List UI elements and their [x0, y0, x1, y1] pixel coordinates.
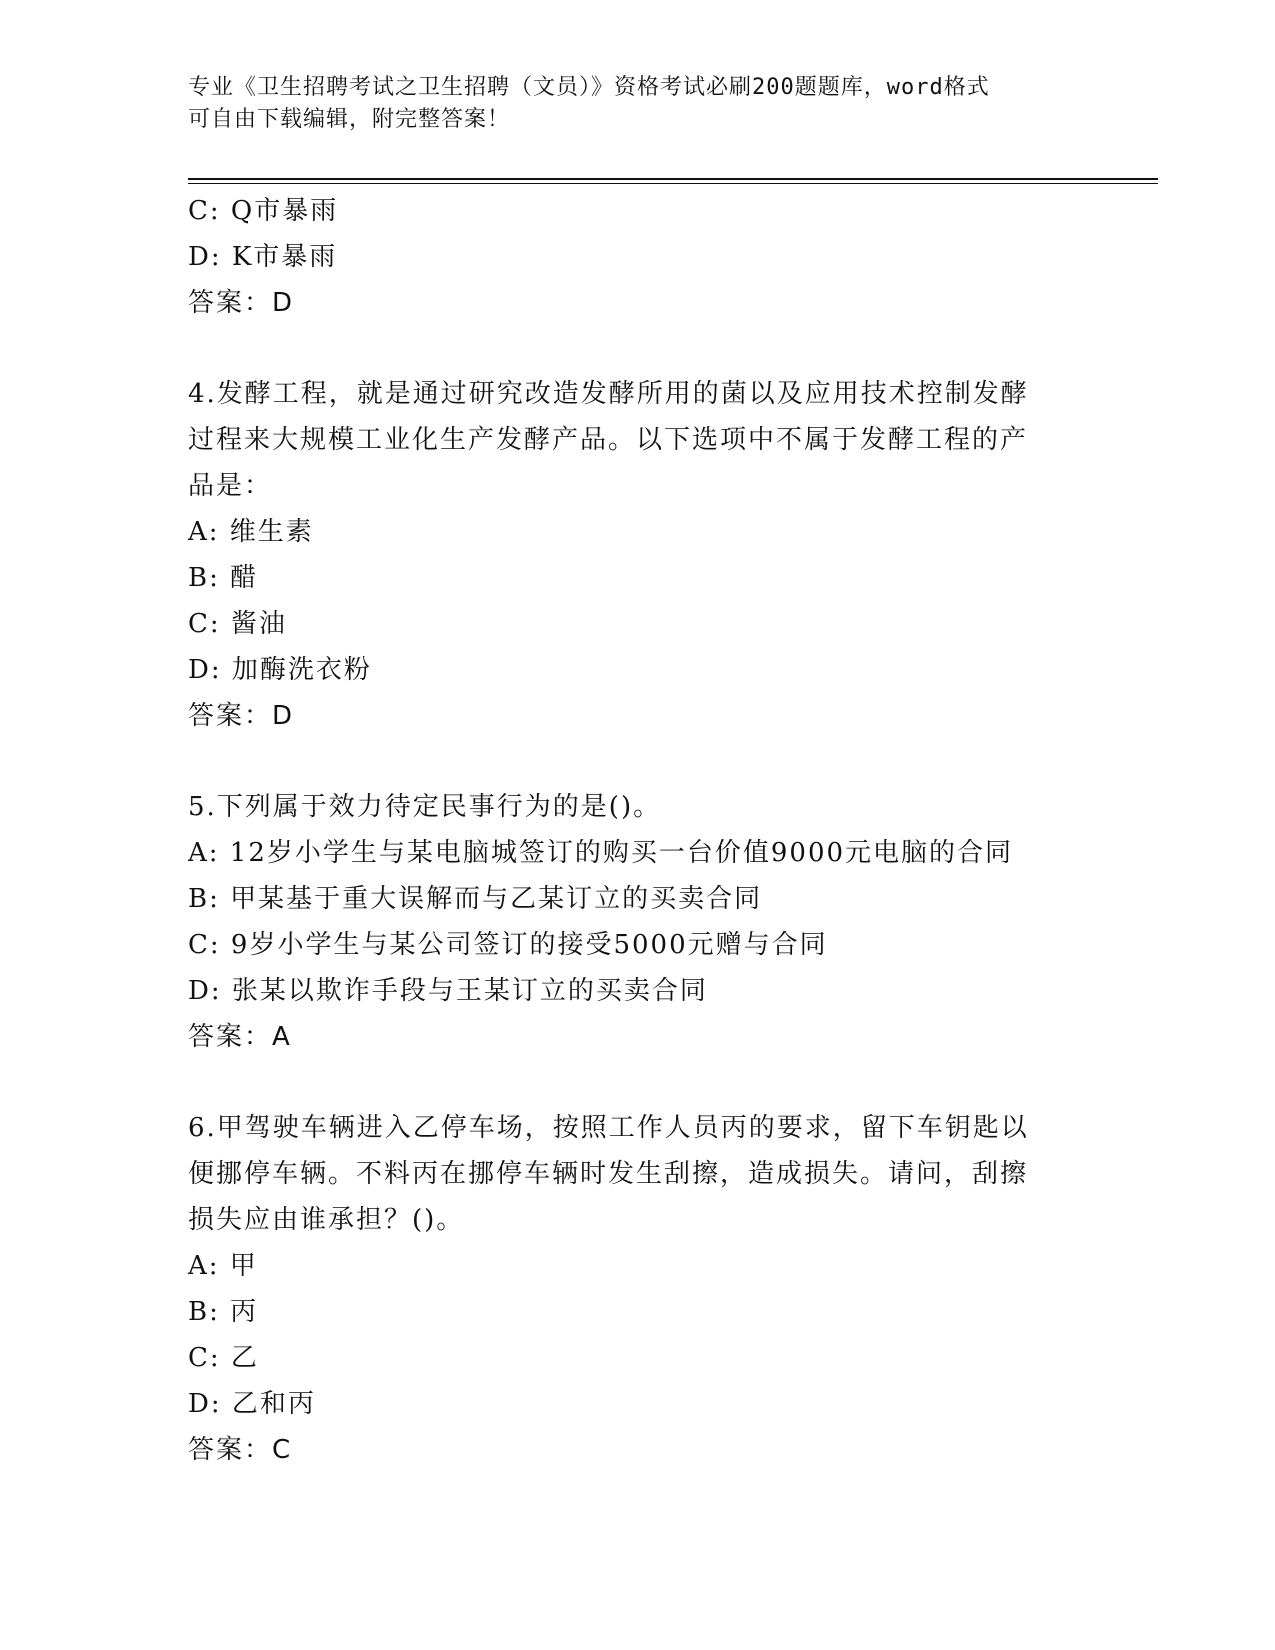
answer-line: 答案：D [188, 701, 295, 731]
question-stem-line: 便挪停车辆。不料丙在挪停车辆时发生刮擦，造成损失。请问，刮擦 [188, 1159, 1029, 1189]
question-stem-line: 品是： [188, 471, 273, 501]
option-a: A: 甲 [188, 1251, 258, 1281]
question-5 [188, 784, 1068, 1060]
question-stem-line: 4.发酵工程，就是通过研究改造发酵所用的菌以及应用技术控制发酵 [188, 379, 1029, 409]
header-line-1: 专业《卫生招聘考试之卫生招聘（文员）》资格考试必刷200题题库，word格式 [188, 75, 990, 100]
question-stem-line: 过程来大规模工业化生产发酵产品。以下选项中不属于发酵工程的产 [188, 425, 1029, 455]
question-stem-line: 6.甲驾驶车辆进入乙停车场，按照工作人员丙的要求，留下车钥匙以 [188, 1113, 1029, 1143]
option-c: C: 乙 [188, 1343, 259, 1373]
previous-question-tail [188, 188, 1068, 326]
header-line-2: 可自由下载编辑，附完整答案！ [188, 107, 511, 132]
question-stem-line: 5.下列属于效力待定民事行为的是()。 [188, 792, 662, 822]
header-divider-thick [188, 178, 1158, 180]
option-d: D: 加酶洗衣粉 [188, 655, 372, 685]
question-4 [188, 371, 1068, 739]
option-c: C: 9岁小学生与某公司签订的接受5000元赠与合同 [188, 930, 828, 960]
option-d: D: 张某以欺诈手段与王某订立的买卖合同 [188, 976, 708, 1006]
question-stem-line: 损失应由谁承担？()。 [188, 1205, 465, 1235]
option-c: C: 酱油 [188, 609, 287, 639]
option-b: B: 丙 [188, 1297, 259, 1327]
option-a: A: 维生素 [188, 517, 314, 547]
option-b: B: 甲某基于重大误解而与乙某订立的买卖合同 [188, 884, 763, 914]
option-d: D: 乙和丙 [188, 1389, 316, 1419]
answer-line: 答案：D [188, 288, 295, 318]
answer-line: 答案：A [188, 1022, 292, 1052]
document-header [188, 72, 1068, 136]
option-b: B: 醋 [188, 563, 259, 593]
header-divider-thin [188, 183, 1158, 184]
question-list [188, 188, 1068, 1473]
option-a: A: 12岁小学生与某电脑城签订的购买一台价值9000元电脑的合同 [188, 838, 1014, 868]
answer-line: 答案：C [188, 1435, 293, 1465]
question-6 [188, 1105, 1068, 1473]
option-d: D: K市暴雨 [188, 242, 338, 272]
option-c: C: Q市暴雨 [188, 196, 339, 226]
